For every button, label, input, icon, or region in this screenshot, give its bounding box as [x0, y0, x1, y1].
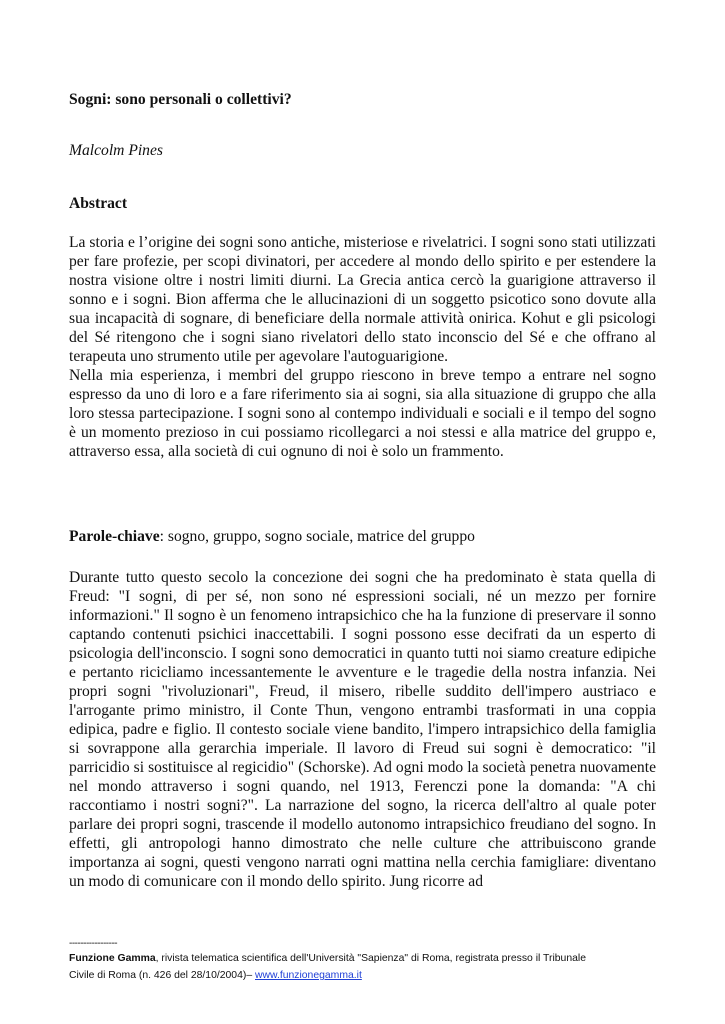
- page-footer: [69, 950, 659, 984]
- abstract-paragraph-2: Nella mia esperienza, i membri del gruppo riescono in breve tempo a entrare nel sogno espresso da uno di loro e a fare riferimento sia ai sogni, sia alla situazione di gruppo che alla loro stessa partecipazione. I sogni sono al contempo individuali e sociali e il tempo del sogno è un momento prezioso in cui possiamo ricollegarci a noi stessi e alla matrice del gruppo e, attraverso essa, alla società di cui ognuno di noi è solo un frammento.: [69, 367, 656, 460]
- registration-info: Civile di Roma (n. 426 del 28/10/2004)–: [69, 970, 255, 981]
- abstract-heading: Abstract: [69, 195, 128, 212]
- abstract-paragraph-1: La storia e l’origine dei sogni sono antiche, misteriose e rivelatrici. I sogni sono stati utilizzati per fare profezie, per scopi divinatori, per accedere al mondo dello spirito e per estendere la nostra visione oltre i nostri limiti diurni. La Grecia antica cercò la guarigione attraverso il sonno e i sogni. Bion afferma che le allucinazioni di un soggetto psicotico sono dovute alla sua incapacità di sognare, di beneficiare della normale attività onirica. Kohut e gli psicologi del Sé ritengono che i sogni siano rivelatori dello stato inconscio del Sé e che offrano al terapeuta uno strumento utile per agevolare l'autoguarigione.: [69, 234, 656, 365]
- abstract-body: [69, 233, 656, 461]
- body-paragraph: Durante tutto questo secolo la concezione dei sogni che ha predominato è stata quella di Freud: "I sogni, di per sé, non sono né espressioni sociali, né un mezzo per fornire informazioni." Il sogno è un fenomeno intrapsichico che ha la funzione di preservare il sonno captando contenuti psichici inaccettabili. I sogni possono esse decifrati da un esperto di psicologia dell'inconscio. I sogni sono democratici in quanto tutti noi siamo creature edipiche e pertanto ricicliamo incessantemente le avventure e le tragedie della nostra infanzia. Nei propri sogni "rivoluzionari", Freud, il misero, ribelle suddito dell'impero austriaco e l'arrogante primo ministro, il Conte Thun, vengono entrambi trasformati in una coppia edipica, padre e figlio. Il contesto sociale viene bandito, l'impero intrapsichico della famiglia si sovrappone alla gerarchia imperiale. Il lavoro di Freud sui sogni è democratico: "il parricidio si sostituisce al regicidio" (Schorske). Ad ogni modo la società penetra nuovamente nel mondo attraverso i sogni quando, nel 1913, Ferenczi pone la domanda: "A chi raccontiamo i nostri sogni?". La narrazione del sogno, la ricerca dell'altro al quale poter parlare dei propri sogni, trascende il modello autonomo intrapsichico freudiano del sogno. In effetti, gli antropologi hanno dimostrato che nelle culture che attribuiscono grande importanza ai sogni, questi vengono narrati ogni mattina nella cerchia famigliare: diventano un modo di comunicare con il mondo dello spirito. Jung ricorre ad: [69, 569, 656, 890]
- keywords-label: Parole-chiave: [69, 528, 160, 545]
- keywords-list: : sogno, gruppo, sogno sociale, matrice del gruppo: [159, 528, 475, 545]
- journal-name: Funzione Gamma: [69, 953, 156, 964]
- footnote-separator: -----------------: [69, 938, 118, 949]
- main-body: [69, 568, 656, 891]
- article-title: Sogni: sono personali o collettivi?: [69, 91, 292, 108]
- keywords-line: [69, 527, 656, 546]
- footer-line-2: [69, 967, 659, 984]
- journal-description: , rivista telematica scientifica dell'Università "Sapienza" di Roma, registrata presso il Tribunale: [155, 953, 586, 964]
- journal-website-link[interactable]: www.funzionegamma.it: [255, 970, 362, 981]
- article-author: Malcolm Pines: [69, 142, 163, 159]
- footer-line-1: [69, 950, 659, 967]
